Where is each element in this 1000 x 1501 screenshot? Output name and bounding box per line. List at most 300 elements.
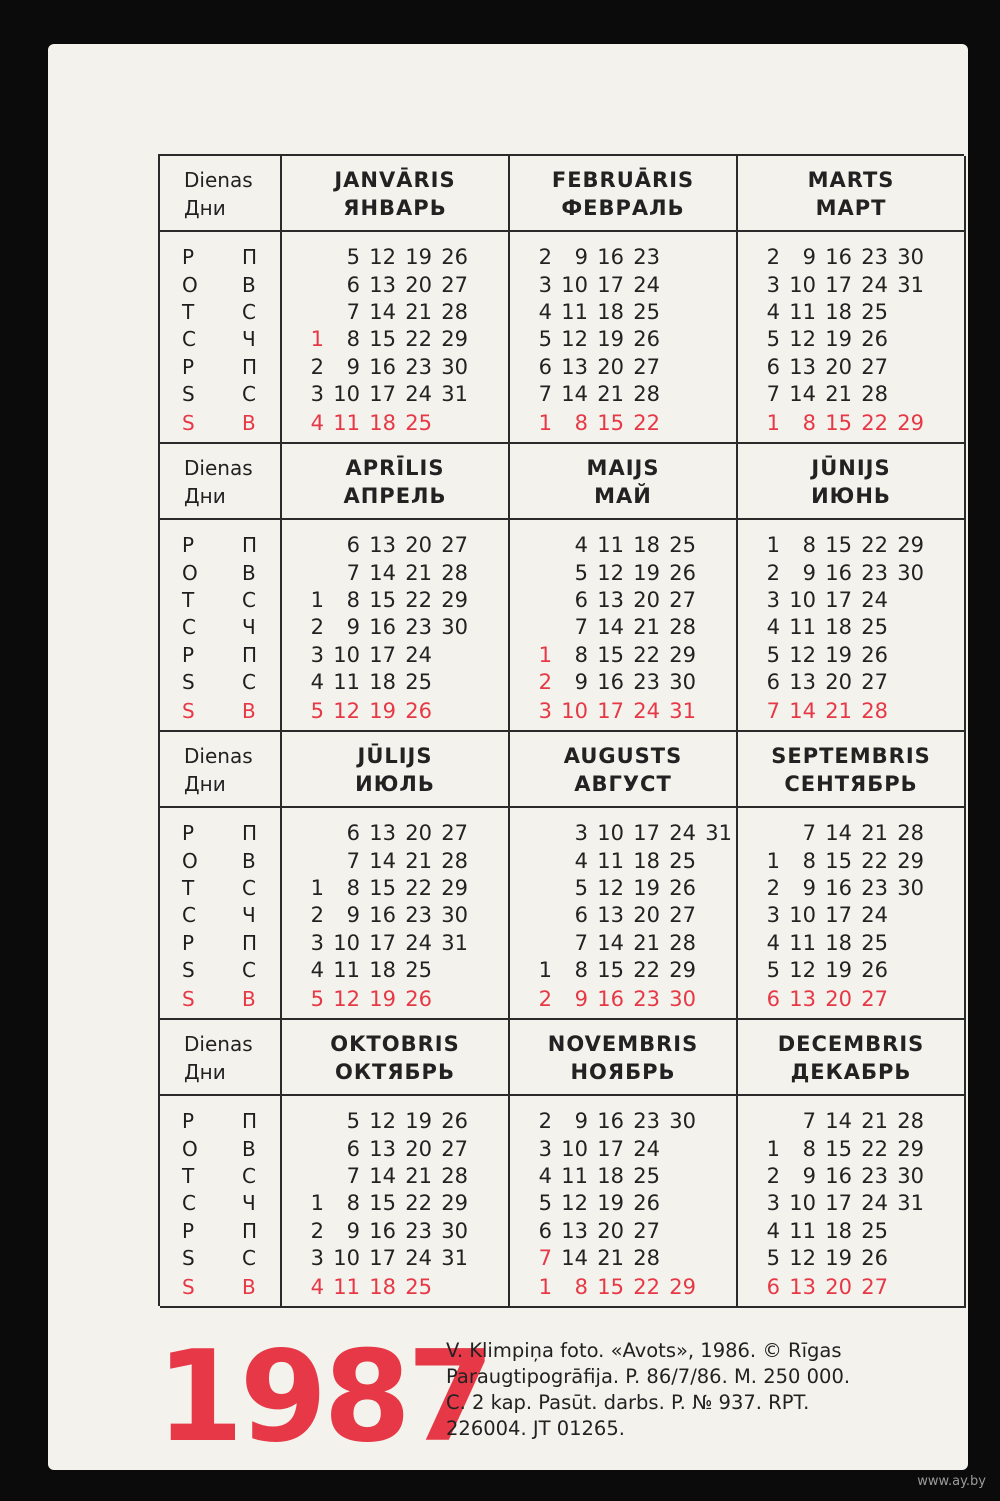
day-number: 21 bbox=[861, 821, 888, 845]
day-number: 24 bbox=[405, 931, 432, 955]
day-number: 3 bbox=[538, 273, 552, 297]
month-days bbox=[510, 1096, 738, 1308]
day-number: 22 bbox=[861, 1137, 888, 1161]
day-number: 20 bbox=[633, 903, 660, 927]
day-number: 5 bbox=[310, 699, 324, 723]
day-number: 4 bbox=[538, 1164, 552, 1188]
day-number: 16 bbox=[825, 1164, 852, 1188]
day-header-cell bbox=[160, 444, 282, 520]
day-number: 2 bbox=[538, 987, 552, 1011]
day-number: 28 bbox=[861, 699, 888, 723]
day-number: 27 bbox=[441, 533, 468, 557]
day-number: 18 bbox=[369, 670, 396, 694]
day-number: 18 bbox=[369, 411, 396, 435]
month-days bbox=[282, 520, 510, 732]
weekday-russian: Ч bbox=[242, 1191, 256, 1215]
day-number: 20 bbox=[825, 1275, 852, 1299]
day-number: 19 bbox=[597, 327, 624, 351]
day-number: 15 bbox=[825, 849, 852, 873]
day-number: 20 bbox=[405, 533, 432, 557]
day-number: 5 bbox=[574, 561, 588, 585]
day-number: 9 bbox=[346, 903, 360, 927]
day-number: 5 bbox=[346, 1109, 360, 1133]
day-number: 31 bbox=[441, 931, 468, 955]
day-header-latvian: Dienas bbox=[184, 744, 253, 768]
day-number: 22 bbox=[405, 876, 432, 900]
day-number: 5 bbox=[538, 1191, 552, 1215]
day-number: 5 bbox=[766, 958, 780, 982]
weekday-russian: С bbox=[242, 382, 256, 406]
day-number: 2 bbox=[310, 615, 324, 639]
day-number: 12 bbox=[597, 876, 624, 900]
day-number: 28 bbox=[633, 382, 660, 406]
day-number: 9 bbox=[346, 1219, 360, 1243]
day-number: 18 bbox=[633, 533, 660, 557]
day-number: 25 bbox=[405, 411, 432, 435]
day-number: 24 bbox=[405, 643, 432, 667]
day-number: 30 bbox=[669, 670, 696, 694]
credit-line: Paraugtipogrāfija. P. 86/7/86. M. 250 000. bbox=[446, 1365, 851, 1388]
day-number: 25 bbox=[633, 1164, 660, 1188]
day-number: 18 bbox=[825, 1219, 852, 1243]
day-header-russian: Дни bbox=[184, 196, 226, 220]
day-number: 26 bbox=[441, 245, 468, 269]
weekday-russian: В bbox=[242, 273, 256, 297]
day-number: 25 bbox=[861, 931, 888, 955]
day-number: 17 bbox=[825, 273, 852, 297]
day-number: 5 bbox=[538, 327, 552, 351]
day-number: 22 bbox=[633, 643, 660, 667]
day-number: 15 bbox=[597, 643, 624, 667]
day-header-latvian: Dienas bbox=[184, 168, 253, 192]
day-number: 4 bbox=[310, 411, 324, 435]
day-number: 21 bbox=[861, 1109, 888, 1133]
day-number: 21 bbox=[405, 1164, 432, 1188]
day-number: 27 bbox=[633, 355, 660, 379]
day-number: 19 bbox=[825, 327, 852, 351]
day-number: 7 bbox=[346, 300, 360, 324]
day-number: 13 bbox=[369, 273, 396, 297]
day-number: 28 bbox=[897, 1109, 924, 1133]
day-number: 31 bbox=[705, 821, 732, 845]
day-number: 24 bbox=[669, 821, 696, 845]
day-number: 29 bbox=[669, 1275, 696, 1299]
day-number: 1 bbox=[538, 411, 552, 435]
weekday-russian: В bbox=[242, 699, 256, 723]
watermark: www.ay.by bbox=[917, 1474, 986, 1489]
day-number: 29 bbox=[441, 588, 468, 612]
day-number: 8 bbox=[574, 411, 588, 435]
day-number: 29 bbox=[897, 411, 924, 435]
day-number: 2 bbox=[766, 561, 780, 585]
day-number: 13 bbox=[597, 903, 624, 927]
credit-line: C. 2 kap. Pasūt. darbs. P. № 937. RPT. bbox=[446, 1391, 810, 1414]
day-number: 17 bbox=[825, 588, 852, 612]
day-number: 2 bbox=[310, 1219, 324, 1243]
day-number: 7 bbox=[766, 382, 780, 406]
day-number: 6 bbox=[346, 533, 360, 557]
weekday-latvian: P bbox=[182, 245, 195, 269]
day-number: 10 bbox=[789, 1191, 816, 1215]
day-number: 26 bbox=[861, 958, 888, 982]
weekday-latvian: S bbox=[182, 411, 195, 435]
day-number: 20 bbox=[825, 355, 852, 379]
weekday-russian: С bbox=[242, 958, 256, 982]
month-name-russian: ФЕВРАЛЬ bbox=[561, 196, 685, 220]
day-number: 1 bbox=[766, 1137, 780, 1161]
day-number: 22 bbox=[861, 411, 888, 435]
weekday-column bbox=[160, 232, 282, 444]
day-number: 28 bbox=[441, 561, 468, 585]
day-number: 9 bbox=[346, 355, 360, 379]
day-header-cell bbox=[160, 156, 282, 232]
day-number: 12 bbox=[789, 327, 816, 351]
day-number: 7 bbox=[538, 382, 552, 406]
month-name-russian: МАРТ bbox=[815, 196, 887, 220]
day-number: 27 bbox=[441, 1137, 468, 1161]
day-number: 19 bbox=[633, 561, 660, 585]
day-number: 27 bbox=[861, 1275, 888, 1299]
day-number: 22 bbox=[405, 588, 432, 612]
day-number: 29 bbox=[897, 849, 924, 873]
day-header-russian: Дни bbox=[184, 1060, 226, 1084]
day-number: 20 bbox=[633, 588, 660, 612]
day-number: 21 bbox=[405, 300, 432, 324]
weekday-latvian: O bbox=[182, 561, 198, 585]
day-number: 22 bbox=[861, 533, 888, 557]
day-header-russian: Дни bbox=[184, 484, 226, 508]
day-number: 9 bbox=[574, 987, 588, 1011]
day-number: 1 bbox=[310, 588, 324, 612]
day-number: 10 bbox=[333, 1246, 360, 1270]
weekday-russian: П bbox=[242, 1219, 258, 1243]
day-number: 14 bbox=[561, 382, 588, 406]
day-number: 7 bbox=[346, 849, 360, 873]
day-number: 26 bbox=[861, 1246, 888, 1270]
weekday-russian: С bbox=[242, 1164, 256, 1188]
day-number: 5 bbox=[574, 876, 588, 900]
day-number: 8 bbox=[346, 588, 360, 612]
day-number: 25 bbox=[405, 1275, 432, 1299]
day-number: 13 bbox=[789, 1275, 816, 1299]
day-number: 30 bbox=[669, 987, 696, 1011]
day-number: 6 bbox=[766, 355, 780, 379]
day-number: 19 bbox=[825, 1246, 852, 1270]
day-number: 11 bbox=[789, 615, 816, 639]
day-number: 8 bbox=[574, 958, 588, 982]
day-number: 12 bbox=[789, 1246, 816, 1270]
day-number: 1 bbox=[766, 533, 780, 557]
day-number: 18 bbox=[597, 1164, 624, 1188]
day-number: 29 bbox=[669, 958, 696, 982]
day-number: 11 bbox=[789, 1219, 816, 1243]
day-number: 21 bbox=[825, 699, 852, 723]
month-days bbox=[510, 808, 738, 1020]
day-number: 9 bbox=[802, 245, 816, 269]
day-number: 17 bbox=[369, 931, 396, 955]
day-number: 19 bbox=[597, 1191, 624, 1215]
day-number: 20 bbox=[597, 1219, 624, 1243]
day-number: 14 bbox=[825, 821, 852, 845]
day-number: 26 bbox=[861, 327, 888, 351]
calendar-grid bbox=[158, 154, 964, 1306]
day-number: 26 bbox=[405, 987, 432, 1011]
day-number: 1 bbox=[538, 958, 552, 982]
day-number: 17 bbox=[369, 1246, 396, 1270]
weekday-russian: В bbox=[242, 987, 256, 1011]
day-number: 12 bbox=[333, 987, 360, 1011]
weekday-latvian: C bbox=[182, 1191, 196, 1215]
day-number: 23 bbox=[861, 1164, 888, 1188]
day-number: 19 bbox=[369, 699, 396, 723]
weekday-russian: В bbox=[242, 1275, 256, 1299]
day-number: 20 bbox=[825, 670, 852, 694]
weekday-russian: С bbox=[242, 876, 256, 900]
day-number: 7 bbox=[802, 1109, 816, 1133]
weekday-latvian: T bbox=[182, 588, 195, 612]
day-number: 4 bbox=[766, 1219, 780, 1243]
day-number: 3 bbox=[574, 821, 588, 845]
weekday-latvian: C bbox=[182, 903, 196, 927]
day-number: 4 bbox=[766, 615, 780, 639]
day-number: 28 bbox=[897, 821, 924, 845]
day-number: 28 bbox=[633, 1246, 660, 1270]
day-number: 20 bbox=[597, 355, 624, 379]
day-number: 20 bbox=[405, 821, 432, 845]
day-number: 28 bbox=[669, 615, 696, 639]
day-number: 13 bbox=[789, 355, 816, 379]
day-number: 19 bbox=[825, 643, 852, 667]
day-number: 22 bbox=[405, 1191, 432, 1215]
day-number: 11 bbox=[333, 670, 360, 694]
day-number: 21 bbox=[633, 615, 660, 639]
weekday-russian: Ч bbox=[242, 903, 256, 927]
day-number: 21 bbox=[405, 849, 432, 873]
day-number: 10 bbox=[789, 588, 816, 612]
weekday-latvian: O bbox=[182, 273, 198, 297]
weekday-latvian: S bbox=[182, 670, 195, 694]
day-number: 2 bbox=[310, 903, 324, 927]
day-number: 17 bbox=[369, 643, 396, 667]
month-header bbox=[510, 156, 738, 232]
day-number: 22 bbox=[633, 1275, 660, 1299]
day-number: 15 bbox=[369, 876, 396, 900]
day-number: 25 bbox=[669, 533, 696, 557]
day-number: 11 bbox=[597, 849, 624, 873]
day-number: 5 bbox=[766, 643, 780, 667]
day-number: 22 bbox=[405, 327, 432, 351]
weekday-russian: П bbox=[242, 931, 258, 955]
weekday-latvian: C bbox=[182, 615, 196, 639]
day-number: 11 bbox=[597, 533, 624, 557]
day-number: 6 bbox=[538, 355, 552, 379]
day-number: 15 bbox=[369, 1191, 396, 1215]
day-number: 10 bbox=[789, 273, 816, 297]
month-header bbox=[282, 156, 510, 232]
day-number: 10 bbox=[561, 1137, 588, 1161]
month-header bbox=[510, 444, 738, 520]
day-number: 1 bbox=[766, 849, 780, 873]
weekday-russian: В bbox=[242, 1137, 256, 1161]
year-label: 1987 bbox=[156, 1323, 491, 1470]
day-number: 30 bbox=[441, 903, 468, 927]
day-number: 20 bbox=[405, 1137, 432, 1161]
day-number: 21 bbox=[633, 931, 660, 955]
day-number: 19 bbox=[369, 987, 396, 1011]
day-number: 26 bbox=[441, 1109, 468, 1133]
day-number: 22 bbox=[633, 958, 660, 982]
day-number: 3 bbox=[766, 273, 780, 297]
day-number: 27 bbox=[441, 273, 468, 297]
day-number: 19 bbox=[405, 1109, 432, 1133]
day-number: 2 bbox=[766, 1164, 780, 1188]
day-number: 3 bbox=[766, 1191, 780, 1215]
day-number: 26 bbox=[669, 876, 696, 900]
day-number: 8 bbox=[574, 1275, 588, 1299]
day-number: 12 bbox=[561, 327, 588, 351]
day-number: 4 bbox=[766, 931, 780, 955]
day-number: 18 bbox=[369, 1275, 396, 1299]
day-number: 26 bbox=[669, 561, 696, 585]
month-header bbox=[738, 156, 966, 232]
day-number: 13 bbox=[561, 1219, 588, 1243]
month-name-latvian: MARTS bbox=[807, 168, 895, 192]
day-number: 14 bbox=[369, 849, 396, 873]
day-number: 24 bbox=[861, 273, 888, 297]
day-number: 4 bbox=[574, 849, 588, 873]
day-number: 7 bbox=[538, 1246, 552, 1270]
day-number: 1 bbox=[310, 1191, 324, 1215]
day-number: 15 bbox=[825, 1137, 852, 1161]
day-number: 30 bbox=[897, 561, 924, 585]
day-number: 16 bbox=[597, 1109, 624, 1133]
day-number: 7 bbox=[346, 1164, 360, 1188]
day-number: 25 bbox=[633, 300, 660, 324]
weekday-russian: В bbox=[242, 849, 256, 873]
month-header bbox=[282, 732, 510, 808]
day-number: 11 bbox=[333, 958, 360, 982]
month-name-russian: ДЕКАБРЬ bbox=[790, 1060, 912, 1084]
month-days bbox=[510, 232, 738, 444]
day-number: 1 bbox=[766, 411, 780, 435]
day-number: 11 bbox=[333, 1275, 360, 1299]
weekday-latvian: S bbox=[182, 1246, 195, 1270]
day-number: 17 bbox=[597, 273, 624, 297]
day-number: 15 bbox=[369, 327, 396, 351]
day-number: 25 bbox=[405, 958, 432, 982]
day-number: 10 bbox=[561, 273, 588, 297]
day-number: 23 bbox=[861, 561, 888, 585]
weekday-latvian: P bbox=[182, 355, 195, 379]
month-name-latvian: JANVĀRIS bbox=[334, 168, 456, 192]
day-number: 10 bbox=[333, 931, 360, 955]
day-number: 14 bbox=[561, 1246, 588, 1270]
weekday-latvian: S bbox=[182, 699, 195, 723]
day-number: 6 bbox=[346, 273, 360, 297]
weekday-latvian: S bbox=[182, 1275, 195, 1299]
day-number: 6 bbox=[766, 987, 780, 1011]
day-number: 1 bbox=[538, 1275, 552, 1299]
day-number: 9 bbox=[574, 245, 588, 269]
month-header bbox=[282, 444, 510, 520]
day-number: 23 bbox=[633, 987, 660, 1011]
day-number: 30 bbox=[897, 876, 924, 900]
day-number: 27 bbox=[441, 821, 468, 845]
day-number: 12 bbox=[789, 958, 816, 982]
month-name-latvian: DECEMBRIS bbox=[777, 1032, 925, 1056]
day-header-cell bbox=[160, 732, 282, 808]
day-number: 2 bbox=[538, 245, 552, 269]
day-number: 8 bbox=[346, 1191, 360, 1215]
credit-line: 226004. JT 01265. bbox=[446, 1417, 625, 1440]
day-number: 2 bbox=[538, 670, 552, 694]
day-number: 28 bbox=[861, 382, 888, 406]
day-number: 10 bbox=[789, 903, 816, 927]
month-name-russian: НОЯБРЬ bbox=[570, 1060, 676, 1084]
day-number: 13 bbox=[561, 355, 588, 379]
weekday-column bbox=[160, 520, 282, 732]
day-number: 23 bbox=[405, 355, 432, 379]
weekday-latvian: T bbox=[182, 876, 195, 900]
day-number: 30 bbox=[441, 615, 468, 639]
weekday-column bbox=[160, 1096, 282, 1308]
day-number: 25 bbox=[861, 615, 888, 639]
day-number: 12 bbox=[561, 1191, 588, 1215]
day-number: 29 bbox=[669, 643, 696, 667]
weekday-russian: П bbox=[242, 643, 258, 667]
month-name-latvian: FEBRUĀRIS bbox=[551, 168, 695, 192]
day-number: 3 bbox=[310, 382, 324, 406]
day-number: 23 bbox=[405, 615, 432, 639]
day-number: 3 bbox=[538, 1137, 552, 1161]
day-number: 13 bbox=[597, 588, 624, 612]
month-header bbox=[510, 1020, 738, 1096]
day-number: 13 bbox=[789, 670, 816, 694]
day-number: 7 bbox=[574, 615, 588, 639]
day-number: 13 bbox=[369, 533, 396, 557]
day-number: 8 bbox=[574, 643, 588, 667]
weekday-russian: П bbox=[242, 355, 258, 379]
day-number: 9 bbox=[802, 876, 816, 900]
month-header bbox=[738, 732, 966, 808]
day-number: 31 bbox=[669, 699, 696, 723]
day-number: 11 bbox=[789, 300, 816, 324]
day-number: 18 bbox=[825, 300, 852, 324]
day-header-latvian: Dienas bbox=[184, 456, 253, 480]
day-number: 21 bbox=[825, 382, 852, 406]
month-days bbox=[282, 232, 510, 444]
month-name-latvian: AUGUSTS bbox=[563, 744, 683, 768]
day-number: 15 bbox=[825, 533, 852, 557]
day-number: 28 bbox=[441, 1164, 468, 1188]
day-number: 27 bbox=[669, 588, 696, 612]
day-number: 18 bbox=[369, 958, 396, 982]
day-number: 1 bbox=[310, 327, 324, 351]
day-number: 28 bbox=[669, 931, 696, 955]
month-name-latvian: NOVEMBRIS bbox=[547, 1032, 699, 1056]
day-number: 16 bbox=[597, 670, 624, 694]
day-number: 29 bbox=[441, 327, 468, 351]
month-days bbox=[510, 520, 738, 732]
day-number: 9 bbox=[574, 1109, 588, 1133]
day-number: 7 bbox=[766, 699, 780, 723]
day-number: 11 bbox=[561, 1164, 588, 1188]
month-name-latvian: MAIJS bbox=[586, 456, 660, 480]
day-number: 24 bbox=[633, 699, 660, 723]
day-number: 12 bbox=[789, 643, 816, 667]
weekday-latvian: P bbox=[182, 1219, 195, 1243]
weekday-latvian: P bbox=[182, 533, 195, 557]
